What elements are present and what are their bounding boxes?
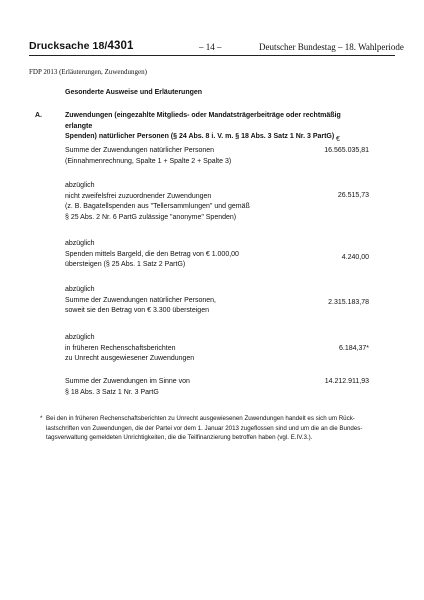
row-value: 16.565.035,81 [324,147,369,154]
row-value: 4.240,00 [341,254,369,261]
row-label-line: § 18 Abs. 3 Satz 1 Nr. 3 PartG [65,388,159,396]
row-label-line: abzüglich [65,182,95,189]
row-label [65,146,305,167]
row-label-line: in früheren Rechenschaftsberichten [65,344,176,352]
row-label-line: (z. B. Bagatellspenden aus "Tellersammlungen" und gemäß [65,203,250,210]
parliament-label: Deutscher Bundestag – 18. Wahlperiode [259,42,404,52]
row-label [65,285,305,317]
row-value: 14.212.911,93 [324,378,369,385]
section-a-title [65,111,365,143]
row-label [65,333,305,365]
row-value: 26.515,73 [337,192,369,199]
row-label-line: Spenden mittels Bargeld, die den Betrag von € 1.000,00 [65,250,239,258]
footnote-line: tagsverwaltung gemeldeten Unrichtigkeiten, die die Teilfinanzierung betroffen haben (vgl. E.IV.3.). [46,434,313,441]
section-letter: A. [35,112,42,119]
header-divider [29,55,395,56]
doc-prefix: Drucksache 18/ [29,40,108,52]
section-a-title-line: Spenden) natürlicher Personen (§ 24 Abs. 8 i. V. m. § 18 Abs. 3 Satz 1 Nr. 3 PartG) [65,133,335,140]
row-value: 6.184,37* [339,345,369,352]
currency-header: € [336,136,340,143]
row-label-line: Summe der Zuwendungen im Sinne von [65,378,190,385]
doc-number: 4301 [107,40,134,52]
row-label-line: nicht zweifelsfrei zuzuordnender Zuwendungen [65,192,212,200]
row-label-line: übersteigen (§ 25 Abs. 1 Satz 2 PartG) [65,261,186,268]
page-number: – 14 – [199,42,222,52]
row-label-line: Summe der Zuwendungen natürlicher Personen [65,147,215,154]
footnote-marker: * [40,415,43,422]
footnote-line: lastschriften von Zuwendungen, die der Partei vor dem 1. Januar 2013 zugeflossen sind und um die an die Bundes- [46,424,363,432]
row-label [65,377,305,398]
drucksache-number [29,40,133,52]
row-label-line: abzüglich [65,334,95,341]
row-label-line: § 25 Abs. 2 Nr. 6 PartG zulässige "anonyme" Spenden) [65,213,237,221]
subheading: FDP 2013 (Erläuterungen, Zuwendungen) [29,68,147,76]
footnote-line: Bei den in früheren Rechenschaftsberichten zu Unrecht ausgewiesenen Zuwendungen handelt es sich um Rück- [46,415,355,422]
row-label-line: (Einnahmenrechnung, Spalte 1 + Spalte 2 + Spalte 3) [65,157,232,165]
row-label [65,181,305,223]
section-title: Gesonderte Ausweise und Erläuterungen [65,89,203,96]
row-label-line: abzüglich [65,286,95,293]
footnote [40,414,380,443]
section-a-title-line: Zuwendungen (eingezahlte Mitglieds- oder Mandatsträgerbeiträge oder rechtmäßig erlangte [65,112,341,130]
row-label-line: soweit sie den Betrag von € 3.300 übersteigen [65,307,209,314]
row-label-line: abzüglich [65,240,95,247]
row-label-line: Summe der Zuwendungen natürlicher Personen, [65,296,216,304]
row-value: 2.315.183,78 [328,299,369,306]
row-label [65,239,305,271]
row-label-line: zu Unrecht ausgewiesener Zuwendungen [65,355,195,362]
